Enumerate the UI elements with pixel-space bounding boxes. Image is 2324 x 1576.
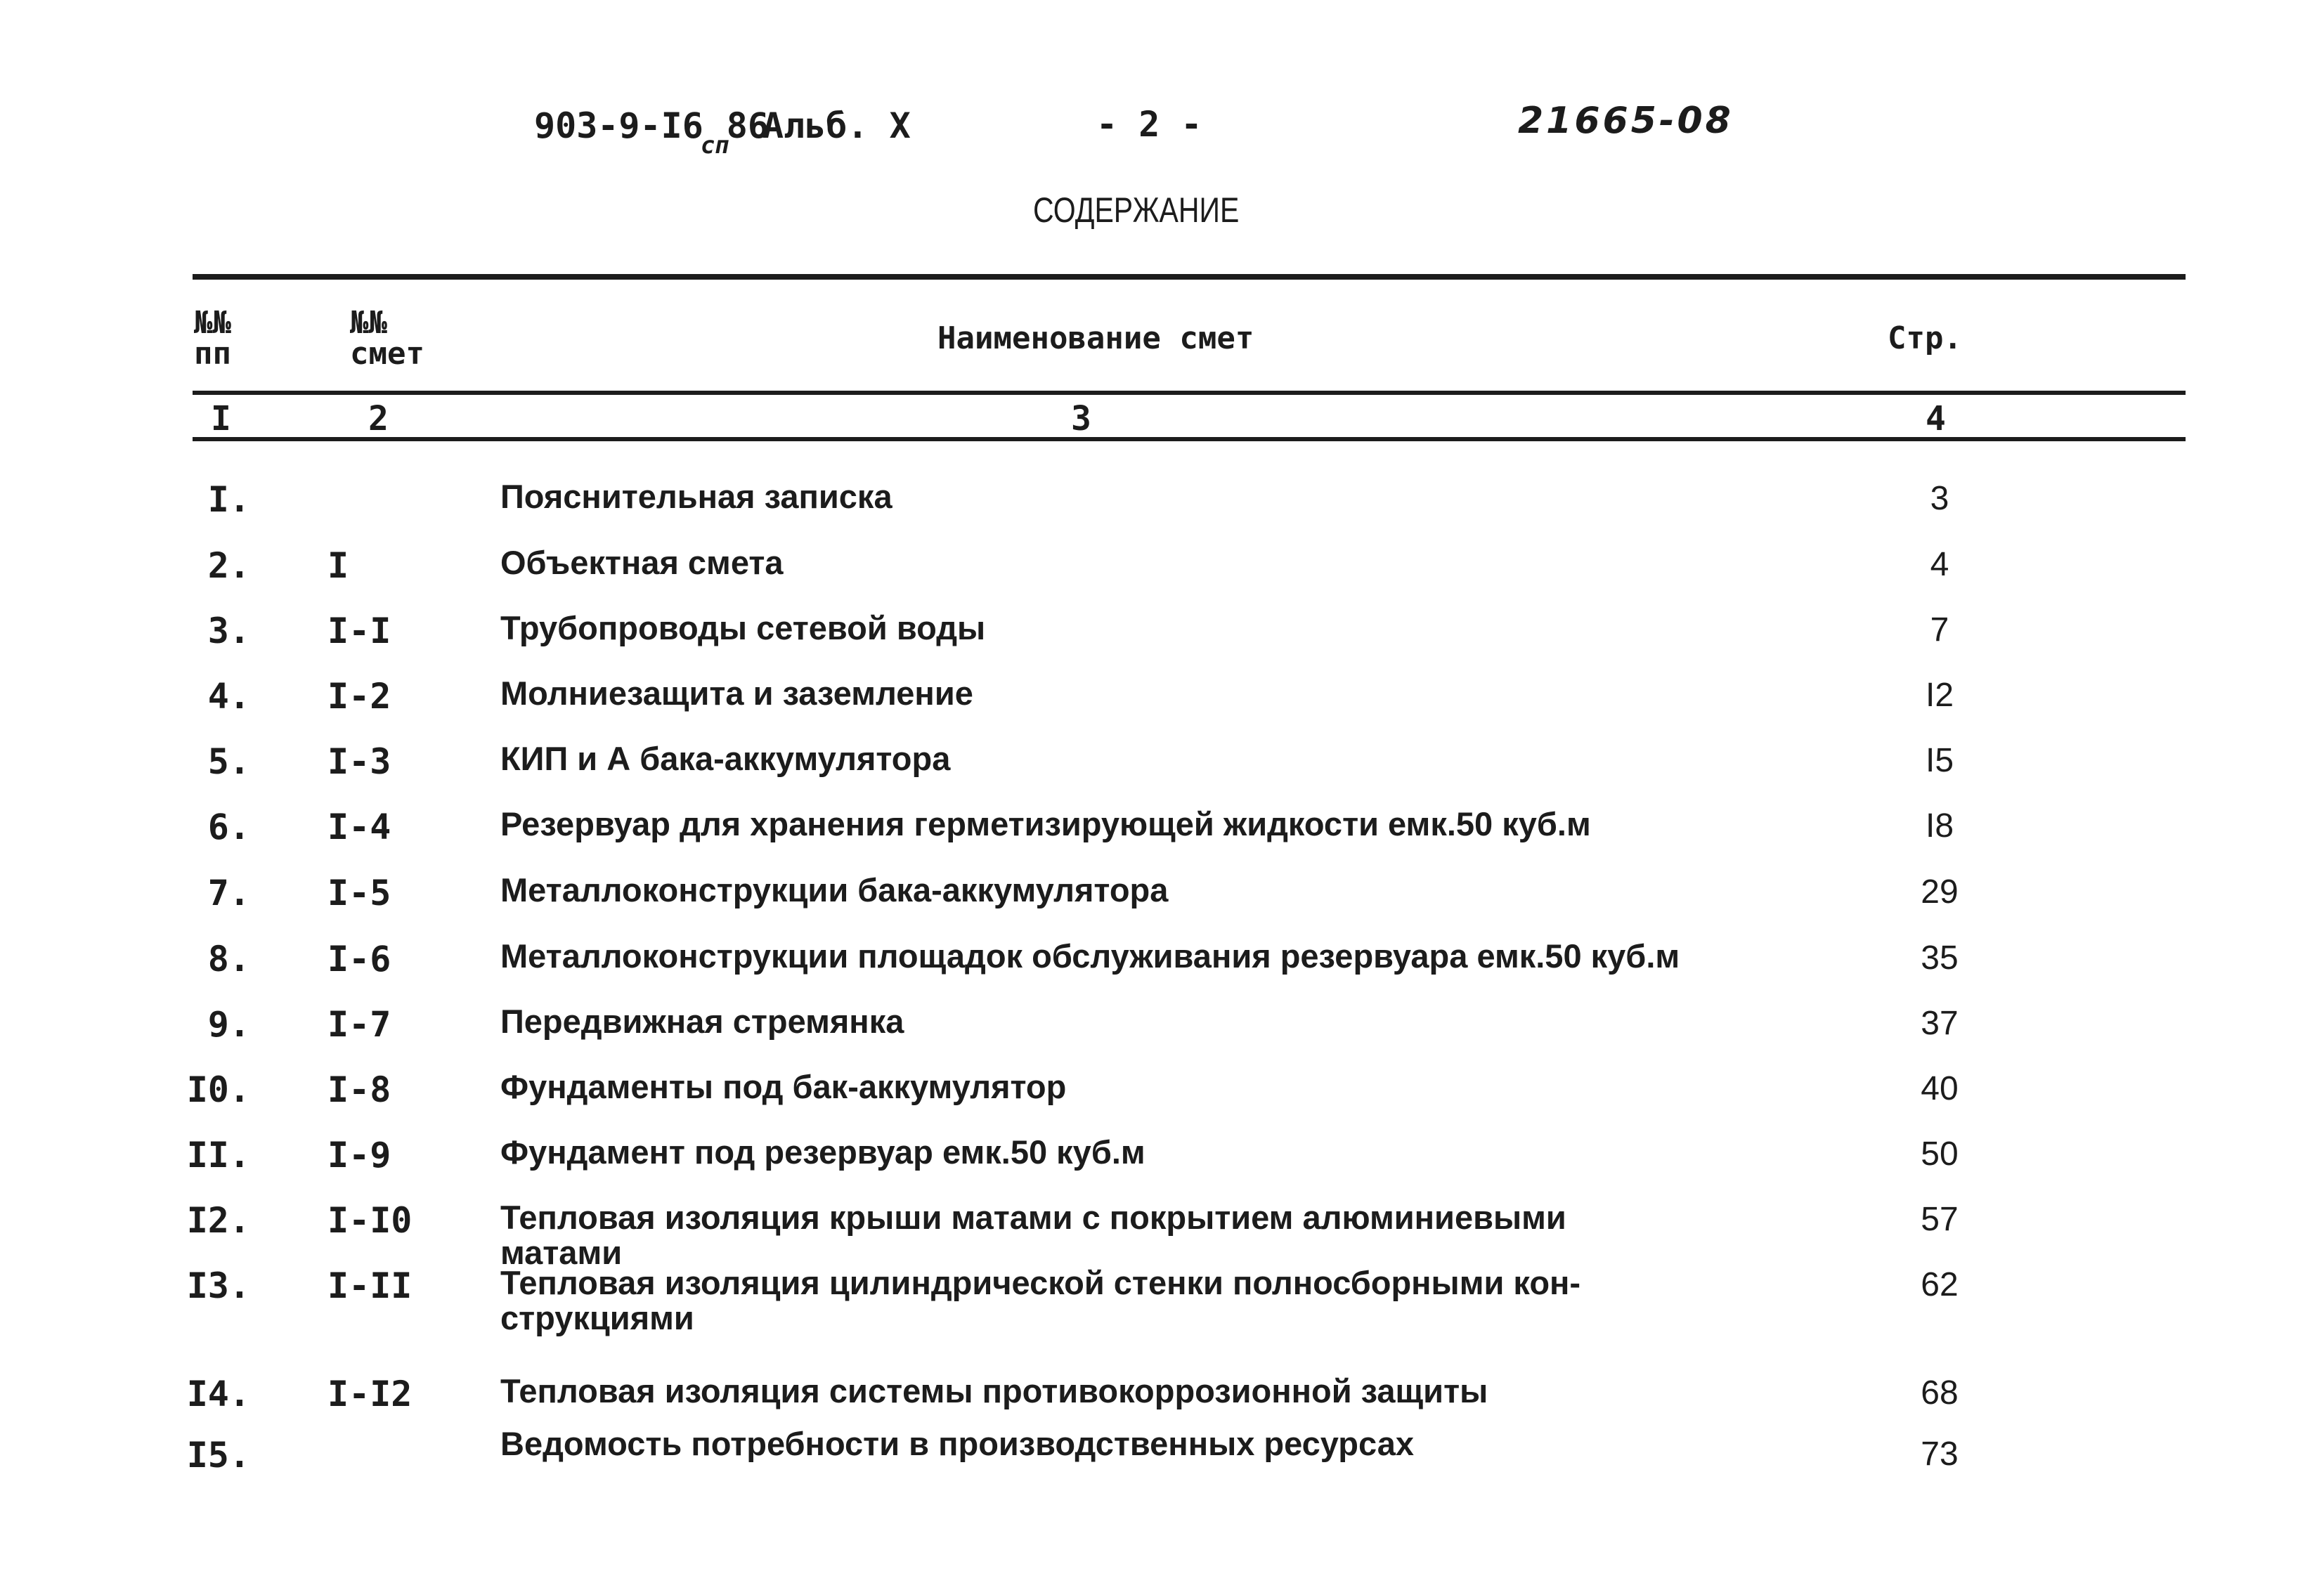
estimate-name: Металлоконструкции площадок обслуживания резервуара емк.50 куб.м <box>500 937 1680 975</box>
header-divider-rule <box>193 391 2186 395</box>
table-row <box>0 479 2324 535</box>
estimate-name: Тепловая изоляция системы противокоррозионной защиты <box>500 1372 1488 1409</box>
document-code-main: 903-9-I6 <box>534 105 703 146</box>
page-ref: 7 <box>1930 611 1949 649</box>
column-header-estimate-number-line1: №№ <box>350 305 387 341</box>
estimate-number: I-3 <box>327 741 391 782</box>
table-row <box>0 741 2324 797</box>
archive-number: 21665-08 <box>1518 100 1734 142</box>
row-number: 5. <box>207 741 250 782</box>
row-number: I0. <box>186 1069 250 1110</box>
page-ref: 73 <box>1921 1435 1959 1473</box>
estimate-name: Тепловая изоляция цилиндрической стенки полносборными кон-струкциями <box>500 1264 1581 1336</box>
document-code-subscript: сп <box>700 131 729 159</box>
column-header-row-number-line1: №№ <box>194 305 231 341</box>
estimate-number: I-2 <box>327 676 391 717</box>
page-ref: 37 <box>1921 1005 1959 1042</box>
estimate-number: I-9 <box>327 1135 391 1176</box>
album-label: Альб. X <box>762 105 911 146</box>
column-header-row-number-line2: пп <box>194 336 231 372</box>
page-number: - 2 - <box>1096 104 1202 145</box>
table-row <box>0 1135 2324 1191</box>
page-ref: 29 <box>1921 873 1959 911</box>
row-number: 7. <box>207 873 250 913</box>
row-number: 6. <box>207 807 250 847</box>
estimate-number: I-II <box>327 1265 413 1306</box>
page-ref: 50 <box>1921 1135 1959 1173</box>
row-number: II. <box>186 1135 250 1176</box>
column-number-1: I <box>211 399 231 438</box>
table-row <box>0 1004 2324 1060</box>
table-row <box>0 1199 2324 1271</box>
document-code-tail: 86 <box>726 105 769 146</box>
column-header-estimate-number-line2: смет <box>350 336 424 372</box>
estimate-name: Объектная смета <box>500 544 784 581</box>
estimate-name: Тепловая изоляция крыши матами с покрытием алюминиевыми матами <box>500 1199 1566 1271</box>
row-number: I2. <box>186 1200 250 1241</box>
estimate-name: Пояснительная записка <box>500 478 892 515</box>
page-ref: 62 <box>1921 1266 1959 1303</box>
page-ref: 4 <box>1930 546 1949 583</box>
page-ref: 57 <box>1921 1201 1959 1238</box>
table-row <box>0 676 2324 732</box>
row-number: I. <box>207 479 250 520</box>
estimate-name: Металлоконструкции бака-аккумулятора <box>500 871 1169 909</box>
estimate-number: I-8 <box>327 1069 391 1110</box>
page-ref: I5 <box>1925 742 1954 779</box>
estimate-number: I-6 <box>327 939 391 979</box>
estimate-name: Фундаменты под бак-аккумулятор <box>500 1068 1067 1105</box>
column-number-3: 3 <box>1071 399 1091 438</box>
estimate-number: I-I0 <box>327 1200 413 1241</box>
estimate-name: Молниезащита и заземление <box>500 675 973 712</box>
table-row <box>0 873 2324 929</box>
column-header-estimate-name: Наименование смет <box>937 320 1254 356</box>
estimate-name: Передвижная стремянка <box>500 1003 904 1040</box>
estimate-number: I-5 <box>327 873 391 913</box>
estimate-name: Ведомость потребности в производственных ресурсах <box>500 1425 1415 1462</box>
estimate-number: I <box>327 545 349 586</box>
page-ref: 40 <box>1921 1070 1959 1107</box>
table-row <box>0 1374 2324 1430</box>
table-row <box>0 939 2324 995</box>
estimate-number: I-I2 <box>327 1374 413 1414</box>
estimate-number: I-4 <box>327 807 391 847</box>
page-ref: 68 <box>1921 1374 1959 1412</box>
column-header-page: Стр. <box>1888 320 1962 356</box>
table-row <box>0 1426 2324 1483</box>
page-title: СОДЕРЖАНИЕ <box>1033 190 1240 230</box>
row-number: 3. <box>207 611 250 651</box>
estimate-name: Фундамент под резервуар емк.50 куб.м <box>500 1133 1145 1171</box>
table-row <box>0 1264 2324 1336</box>
row-number: 8. <box>207 939 250 979</box>
page-ref: I2 <box>1925 677 1954 714</box>
page-ref: 3 <box>1930 480 1949 517</box>
column-number-rule <box>193 437 2186 441</box>
estimate-name: КИП и А бака-аккумулятора <box>500 740 951 777</box>
column-header-row-number <box>194 305 231 372</box>
table-top-rule <box>193 274 2186 280</box>
row-number: 4. <box>207 676 250 717</box>
column-number-2: 2 <box>368 399 389 438</box>
column-header-estimate-number <box>350 305 424 372</box>
row-number: I4. <box>186 1374 250 1414</box>
estimate-number: I-7 <box>327 1004 391 1045</box>
estimate-name: Резервуар для хранения герметизирующей жидкости емк.50 куб.м <box>500 805 1591 842</box>
table-row <box>0 807 2324 863</box>
column-number-4: 4 <box>1926 399 1946 438</box>
page-ref: 35 <box>1921 939 1959 977</box>
row-number: 9. <box>207 1004 250 1045</box>
row-number: I3. <box>186 1265 250 1306</box>
table-row <box>0 611 2324 667</box>
row-number: I5. <box>186 1435 250 1476</box>
estimate-number: I-I <box>327 611 391 651</box>
estimate-name: Трубопроводы сетевой воды <box>500 609 986 646</box>
document-code <box>534 105 769 159</box>
table-row <box>0 1069 2324 1126</box>
row-number: 2. <box>207 545 250 586</box>
page-ref: I8 <box>1925 807 1954 845</box>
table-row <box>0 545 2324 601</box>
